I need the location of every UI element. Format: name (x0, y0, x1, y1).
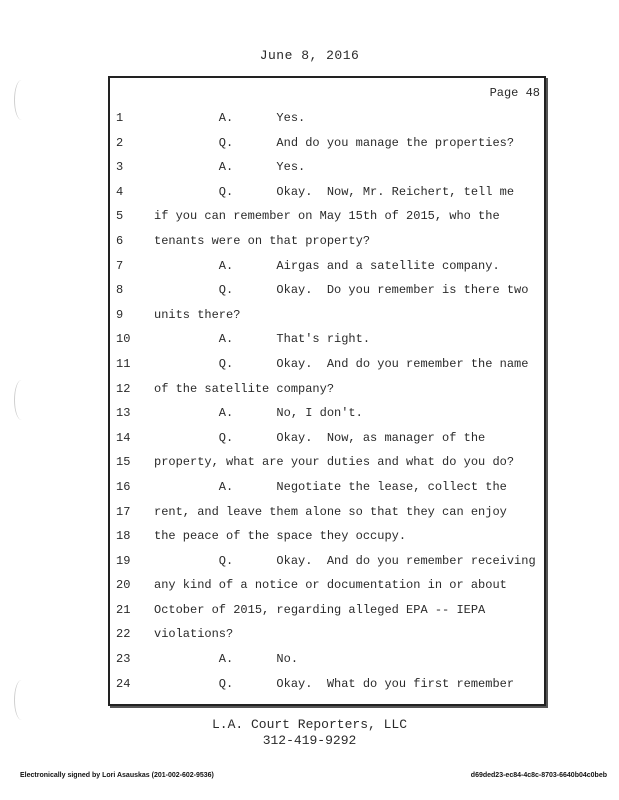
line-text: Q. And do you manage the properties? (154, 135, 515, 150)
line-number: 21 (116, 602, 131, 617)
transcript-line (110, 229, 544, 254)
line-text: A. Yes. (154, 160, 306, 175)
line-text: A. Negotiate the lease, collect the (154, 479, 507, 494)
line-number: 22 (116, 627, 131, 642)
transcript-line (110, 327, 544, 352)
transcript-line (110, 500, 544, 525)
line-number: 19 (116, 553, 131, 568)
line-number: 8 (116, 283, 124, 298)
line-number: 14 (116, 430, 131, 445)
esignature-notice: Electronically signed by Lori Asauskas (201-002-602-9536) (20, 772, 214, 779)
transcript-line (110, 180, 544, 205)
transcript-line (110, 401, 544, 426)
line-text: Q. Okay. Now, Mr. Reichert, tell me (154, 184, 515, 199)
transcript-line (110, 622, 544, 647)
line-text: October of 2015, regarding alleged EPA -- IEPA (154, 602, 486, 617)
punch-hole-mark (14, 380, 29, 420)
line-number: 13 (116, 406, 131, 421)
line-number: 16 (116, 479, 131, 494)
transcript-line (110, 549, 544, 574)
line-number: 24 (116, 676, 131, 691)
line-text: if you can remember on May 15th of 2015, who the (154, 209, 500, 224)
line-number: 23 (116, 652, 131, 667)
line-text: Q. Okay. And do you remember receiving (154, 553, 536, 568)
transcript-line (110, 303, 544, 328)
transcript-line (110, 254, 544, 279)
line-number: 4 (116, 184, 124, 199)
line-text: A. Airgas and a satellite company. (154, 258, 500, 273)
transcript-line (110, 278, 544, 303)
line-number: 7 (116, 258, 124, 273)
transcript-line (110, 573, 544, 598)
line-number: 2 (116, 135, 124, 150)
line-number: 12 (116, 381, 131, 396)
transcript-line (110, 204, 544, 229)
transcript-page-box (108, 76, 546, 706)
transcript-line (110, 450, 544, 475)
transcript-line (110, 352, 544, 377)
line-number: 1 (116, 111, 124, 125)
line-number: 6 (116, 233, 124, 248)
line-number: 17 (116, 504, 131, 519)
transcript-line (110, 426, 544, 451)
line-number: 10 (116, 332, 131, 347)
transcript-line (110, 155, 544, 180)
line-text: Q. Okay. What do you first remember (154, 676, 515, 691)
line-text: Q. Okay. And do you remember the name (154, 356, 529, 371)
transcript-line (110, 106, 544, 131)
reporter-phone: 312-419-9292 (262, 733, 357, 748)
line-text: A. No. (154, 652, 299, 667)
transcript-line (110, 598, 544, 623)
line-text: Q. Okay. Now, as manager of the (154, 430, 486, 445)
line-number: 18 (116, 529, 131, 544)
line-text: the peace of the space they occupy. (154, 529, 407, 544)
transcript-line (110, 475, 544, 500)
transcript-lines (110, 106, 544, 696)
transcript-line (110, 524, 544, 549)
punch-hole-mark (14, 80, 29, 120)
line-text: A. That's right. (154, 332, 371, 347)
line-text: rent, and leave them alone so that they can enjoy (154, 504, 507, 519)
line-text: any kind of a notice or documentation in or about (154, 578, 507, 593)
punch-hole-mark (14, 680, 29, 720)
line-text: A. Yes. (154, 111, 306, 125)
transcript-line (110, 647, 544, 672)
line-number: 11 (116, 356, 131, 371)
line-text: units there? (154, 307, 241, 322)
line-number: 9 (116, 307, 124, 322)
line-text: tenants were on that property? (154, 233, 371, 248)
line-number: 15 (116, 455, 131, 470)
line-text: A. No, I don't. (154, 406, 363, 421)
line-number: 20 (116, 578, 131, 593)
line-text: of the satellite company? (154, 381, 335, 396)
line-text: violations? (154, 627, 234, 642)
transcript-line (110, 131, 544, 156)
transcript-date: June 8, 2016 (259, 48, 360, 63)
reporter-company-name: L.A. Court Reporters, LLC (211, 717, 408, 732)
transcript-line (110, 377, 544, 402)
page-number: Page 48 (489, 86, 540, 100)
reporter-footer (0, 717, 619, 749)
transcript-line (110, 672, 544, 697)
line-text: Q. Okay. Do you remember is there two (154, 283, 529, 298)
line-number: 3 (116, 160, 124, 175)
line-number: 5 (116, 209, 124, 224)
document-hash: d69ded23-ec84-4c8c-8703-6640b04c0beb (470, 772, 607, 779)
line-text: property, what are your duties and what do you do? (154, 455, 515, 470)
